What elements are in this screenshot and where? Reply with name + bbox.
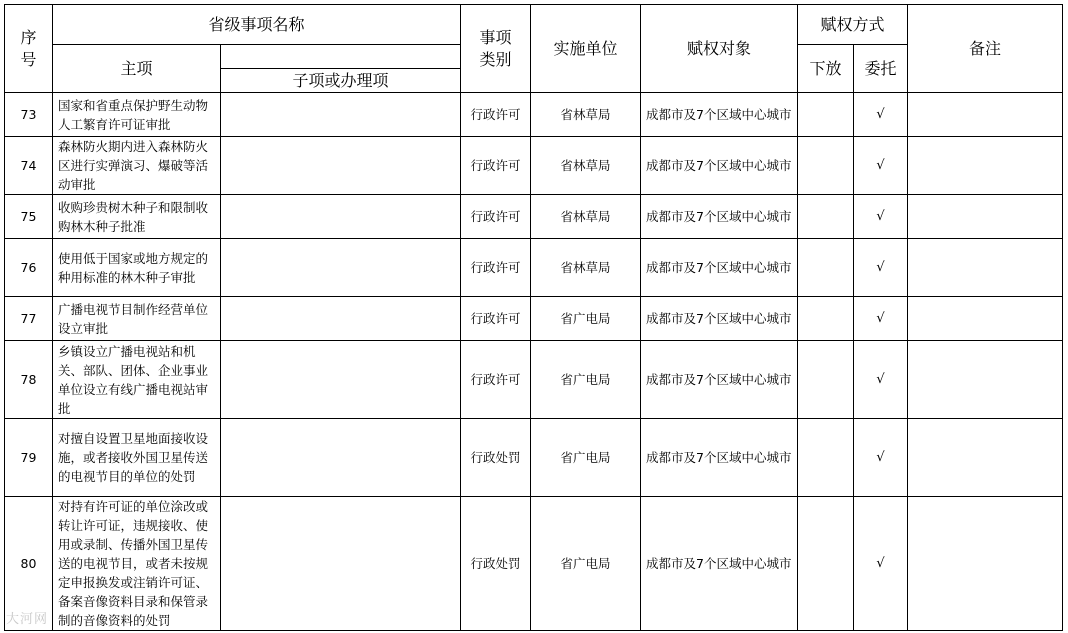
row-target: 成都市及7个区域中心城市	[641, 93, 798, 137]
row-unit: 省广电局	[531, 419, 641, 497]
header-entrust: 委托	[854, 45, 908, 93]
row-unit: 省林草局	[531, 137, 641, 195]
header-seq: 序 号	[5, 5, 53, 93]
row-main-item: 森林防火期内进入森林防火区进行实弹演习、爆破等活动审批	[53, 137, 221, 195]
row-remark	[908, 497, 1063, 631]
row-number: 78	[5, 341, 53, 419]
row-sub-item	[221, 195, 461, 239]
row-delegate-down	[798, 137, 854, 195]
header-target: 赋权对象	[641, 5, 798, 93]
row-category: 行政许可	[461, 239, 531, 297]
header-sub-item: 子项或办理项	[221, 69, 461, 93]
row-unit: 省广电局	[531, 297, 641, 341]
row-entrust: √	[854, 195, 908, 239]
table-body	[5, 93, 1063, 631]
header-method: 赋权方式	[798, 5, 908, 45]
header-item-name: 省级事项名称	[53, 5, 461, 45]
row-remark	[908, 239, 1063, 297]
table-row	[5, 93, 1063, 137]
row-unit: 省林草局	[531, 93, 641, 137]
row-delegate-down	[798, 419, 854, 497]
row-entrust: √	[854, 341, 908, 419]
row-target: 成都市及7个区域中心城市	[641, 341, 798, 419]
table-row	[5, 239, 1063, 297]
row-sub-item	[221, 93, 461, 137]
row-unit: 省林草局	[531, 195, 641, 239]
row-remark	[908, 419, 1063, 497]
table-row	[5, 137, 1063, 195]
row-delegate-down	[798, 297, 854, 341]
row-unit: 省林草局	[531, 239, 641, 297]
row-category: 行政处罚	[461, 419, 531, 497]
table-row	[5, 419, 1063, 497]
row-category: 行政许可	[461, 341, 531, 419]
row-entrust: √	[854, 93, 908, 137]
row-number: 76	[5, 239, 53, 297]
watermark: 大河网	[6, 612, 49, 627]
row-target: 成都市及7个区域中心城市	[641, 137, 798, 195]
row-delegate-down	[798, 93, 854, 137]
row-entrust: √	[854, 419, 908, 497]
row-entrust: √	[854, 497, 908, 631]
row-number: 74	[5, 137, 53, 195]
table-row	[5, 341, 1063, 419]
row-main-item: 收购珍贵树木种子和限制收购林木种子批准	[53, 195, 221, 239]
row-remark	[908, 297, 1063, 341]
row-target: 成都市及7个区域中心城市	[641, 239, 798, 297]
row-category: 行政许可	[461, 195, 531, 239]
row-remark	[908, 341, 1063, 419]
row-category: 行政许可	[461, 137, 531, 195]
row-sub-item	[221, 419, 461, 497]
row-number: 73	[5, 93, 53, 137]
row-unit: 省广电局	[531, 341, 641, 419]
row-main-item: 国家和省重点保护野生动物人工繁育许可证审批	[53, 93, 221, 137]
row-main-item: 广播电视节目制作经营单位设立审批	[53, 297, 221, 341]
row-category: 行政许可	[461, 297, 531, 341]
row-target: 成都市及7个区域中心城市	[641, 195, 798, 239]
row-entrust: √	[854, 297, 908, 341]
table-row	[5, 195, 1063, 239]
row-number: 77	[5, 297, 53, 341]
header-sub-spacer	[221, 45, 461, 69]
table-row	[5, 297, 1063, 341]
header-category: 事项 类别	[461, 5, 531, 93]
row-main-item: 乡镇设立广播电视站和机关、部队、团体、企业事业单位设立有线广播电视站审批	[53, 341, 221, 419]
row-sub-item	[221, 497, 461, 631]
row-target: 成都市及7个区域中心城市	[641, 419, 798, 497]
row-delegate-down	[798, 497, 854, 631]
row-sub-item	[221, 297, 461, 341]
row-remark	[908, 93, 1063, 137]
table-header	[5, 5, 1063, 93]
row-number: 79	[5, 419, 53, 497]
row-category: 行政许可	[461, 93, 531, 137]
row-main-item: 对擅自设置卫星地面接收设施，或者接收外国卫星传送的电视节目的单位的处罚	[53, 419, 221, 497]
row-category: 行政处罚	[461, 497, 531, 631]
header-delegate-down: 下放	[798, 45, 854, 93]
row-unit: 省广电局	[531, 497, 641, 631]
row-target: 成都市及7个区域中心城市	[641, 497, 798, 631]
header-remark: 备注	[908, 5, 1063, 93]
row-entrust: √	[854, 239, 908, 297]
header-unit: 实施单位	[531, 5, 641, 93]
delegation-table	[4, 4, 1063, 631]
row-entrust: √	[854, 137, 908, 195]
header-main-item: 主项	[53, 45, 221, 93]
row-delegate-down	[798, 239, 854, 297]
row-number: 75	[5, 195, 53, 239]
row-delegate-down	[798, 341, 854, 419]
row-remark	[908, 137, 1063, 195]
row-sub-item	[221, 137, 461, 195]
row-main-item: 对持有许可证的单位涂改或转让许可证，违规接收、使用或录制、传播外国卫星传送的电视节目，或者未按规定申报换发或注销许可证、备案音像资料目录和保管录制的音像资料的处罚	[53, 497, 221, 631]
row-sub-item	[221, 239, 461, 297]
table-row	[5, 497, 1063, 631]
row-remark	[908, 195, 1063, 239]
row-sub-item	[221, 341, 461, 419]
row-delegate-down	[798, 195, 854, 239]
row-number: 80	[5, 497, 53, 631]
row-target: 成都市及7个区域中心城市	[641, 297, 798, 341]
row-main-item: 使用低于国家或地方规定的种用标准的林木种子审批	[53, 239, 221, 297]
